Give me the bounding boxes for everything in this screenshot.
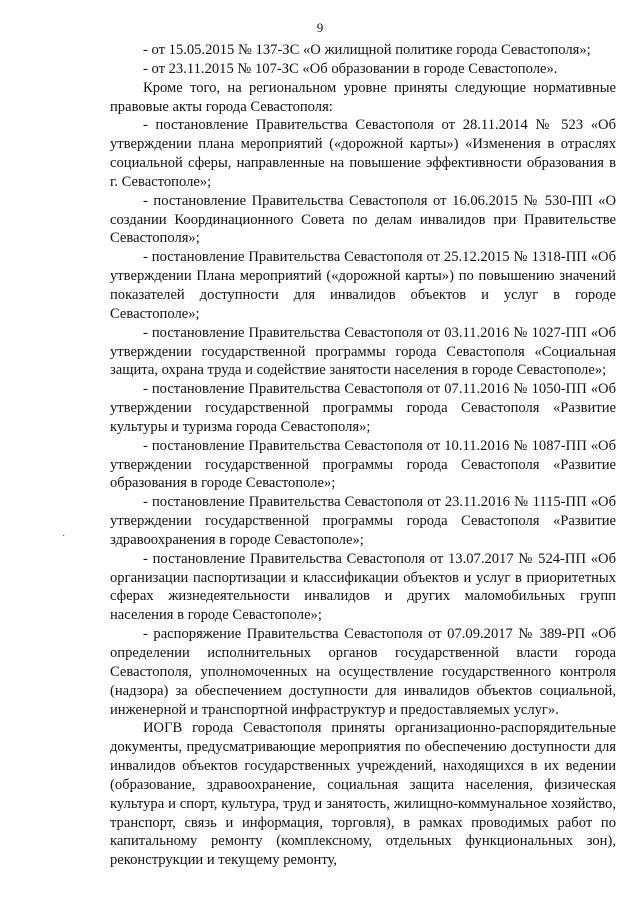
- act-item-1115: - постановление Правительства Севастополя от 23.11.2016 № 1115-ПП «Об утверждении государственной программы города Севастополя «Развитие здравоохранения в городе Севастополе»;: [110, 494, 616, 548]
- act-item-523: - постановление Правительства Севастополя от 28.11.2014 № 523 «Об утверждении плана мероприятий («дорожной карты») «Изменения в отраслях социальной сферы, направленные на повышение эффективности образования в г. Севастополе»;: [110, 117, 616, 190]
- act-item-389: - распоряжение Правительства Севастополя от 07.09.2017 № 389-РП «Об определении исполнительных органов государственной власти города Севастополя, уполномоченных на осуществление государственного контроля (надзора) за обеспечением доступности для инвалидов объектов социальной, инженерной и транспортной инфраструктур и предоставляемых услуг».: [110, 626, 616, 718]
- act-item-1050: - постановление Правительства Севастополя от 07.11.2016 № 1050-ПП «Об утверждении государственной программы города Севастополя «Развитие культуры и туризма города Севастополя»;: [110, 381, 616, 435]
- margin-mark: ·: [62, 531, 66, 542]
- page-number: 9: [316, 20, 324, 35]
- act-item-1087: - постановление Правительства Севастополя от 10.11.2016 № 1087-ПП «Об утверждении государственной программы города Севастополя «Развитие образования в городе Севастополе»;: [110, 437, 616, 492]
- act-item-530: - постановление Правительства Севастополя от 16.06.2015 № 530-ПП «О создании Координационного Совета по делам инвалидов при Правительстве Севастополя»;: [110, 192, 616, 247]
- act-item-1027: - постановление Правительства Севастополя от 03.11.2016 № 1027-ПП «Об утверждении государственной программы города Севастополя «Социальная защита, охрана труда и содействие занятости населения в городе Севастополе»;: [110, 324, 616, 379]
- act-item-1318: - постановление Правительства Севастополя от 25.12.2015 № 1318-ПП «Об утверждении Плана мероприятий («дорожной карты») по повышению значений показателей доступности для инвалидов объектов и услуг в городе Севастополе»;: [110, 249, 616, 322]
- document-body: [110, 41, 616, 870]
- law-item-housing: - от 15.05.2015 № 137-ЗС «О жилищной политике города Севастополя»;: [143, 42, 591, 58]
- act-item-524: - постановление Правительства Севастополя от 13.07.2017 № 524-ПП «Об организации паспортизации и классификации объектов и услуг в приоритетных сферах жизнедеятельности инвалидов и других маломобильных групп населения в городе Севастополе»;: [110, 550, 616, 624]
- intro-paragraph: Кроме того, на региональном уровне приняты следующие нормативные правовые акты города Севастополя:: [110, 79, 616, 115]
- law-item-education: - от 23.11.2015 № 107-ЗС «Об образовании в городе Севастополе».: [143, 60, 558, 77]
- iogv-paragraph: ИОГВ города Севастополя приняты организационно-распорядительные документы, предусматривающие мероприятия по обеспечению доступности для инвалидов объектов государственных учреждений, находящихся в их ведении (образование, здравоохранение, социальная защита населения, физическая культура и спорт, культура, труд и занятость, жилищно-коммунальное хозяйство, транспорт, связь и информация, торговля), в рамках проводимых работ по капитальному ремонту (комплексному, отдельных функциональных зон), реконструкции и текущему ремонту,: [110, 720, 616, 869]
